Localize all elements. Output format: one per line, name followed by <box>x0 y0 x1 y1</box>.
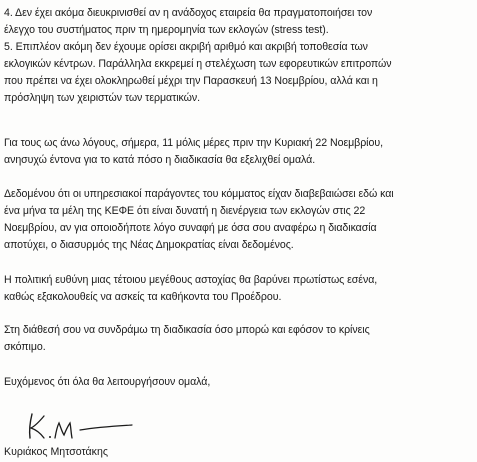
paragraph-offer-line-2: σκόπιμο. <box>4 341 46 353</box>
handwritten-signature <box>8 408 138 442</box>
paragraph-concern-line-1: Για τους ως άνω λόγους, σήμερα, 11 μόλις μέρες πριν την Κυριακή 22 Νοεμβρίου, <box>4 137 383 149</box>
paragraph-responsibility-line-1: Η πολιτική ευθύνη μιας τέτοιου μεγέθους αστοχίας θα βαρύνει πρωτίστως εσένα, <box>4 274 378 286</box>
item-5-line-4: πρόσληψη των χειριστών των τερματικών. <box>4 92 201 104</box>
item-4-line-1: 4. Δεν έχει ακόμα διευκρινισθεί αν η ανάδοχος εταιρεία θα πραγματοποιήσει τον <box>4 7 373 19</box>
paragraph-assurances-line-4: αποτύχει, ο διασυρμός της Νέας Δημοκρατίας είναι δεδομένος. <box>4 239 294 251</box>
item-5-line-3: που πρέπει να έχει ολοκληρωθεί μέχρι την Παρασκευή 13 Νοεμβρίου, αλλά και η <box>4 75 378 87</box>
paragraph-responsibility <box>4 272 474 306</box>
item-5-line-2: εκλογικών κέντρων. Παράλληλα εκκρεμεί η στελέχωση των εφορευτικών επιτροπών <box>4 58 392 70</box>
paragraph-concern-line-2: ανησυχώ έντονα για το κατά πόσο η διαδικασία θα εξελιχθεί ομαλά. <box>4 154 316 166</box>
item-5-line-1: 5. Επιπλέον ακόμη δεν έχουμε ορίσει ακριβή αριθμό και ακριβή τοποθεσία των <box>4 41 368 53</box>
item-4-line-2: έλεγχο του συστήματος πριν τη ημερομηνία των εκλογών (stress test). <box>4 24 329 36</box>
paragraph-assurances-line-2: ένα μήνα τα μέλη της ΚΕΦΕ ότι είναι δυνατή η διενέργεια των εκλογών στις 22 <box>4 205 366 217</box>
closing-line <box>4 374 474 391</box>
paragraph-offer <box>4 322 474 356</box>
paragraph-offer-line-1: Στη διάθεσή σου να συνδράμω τη διαδικασία όσο μπορώ και εφόσον το κρίνεις <box>4 324 370 336</box>
paragraph-assurances-line-3: Νοεμβρίου, αν για οποιοδήποτε λόγο συναφή με όσα σου αναφέρω η διαδικασία <box>4 222 377 234</box>
closing-text: Ευχόμενος ότι όλα θα λειτουργήσουν ομαλά, <box>4 376 211 388</box>
paragraph-assurances-line-1: Δεδομένου ότι οι υπηρεσιακοί παράγοντες του κόμματος είχαν διαβεβαιώσει εδώ και <box>4 188 394 200</box>
paragraph-concern <box>4 135 474 169</box>
signatory-name: Κυριάκος Μητσοτάκης <box>4 446 108 458</box>
paragraph-assurances <box>4 186 474 254</box>
item-4 <box>4 5 474 39</box>
item-5 <box>4 39 474 107</box>
paragraph-responsibility-line-2: καθώς εξακολουθείς να ασκείς τα καθήκοντα του Προέδρου. <box>4 291 282 303</box>
